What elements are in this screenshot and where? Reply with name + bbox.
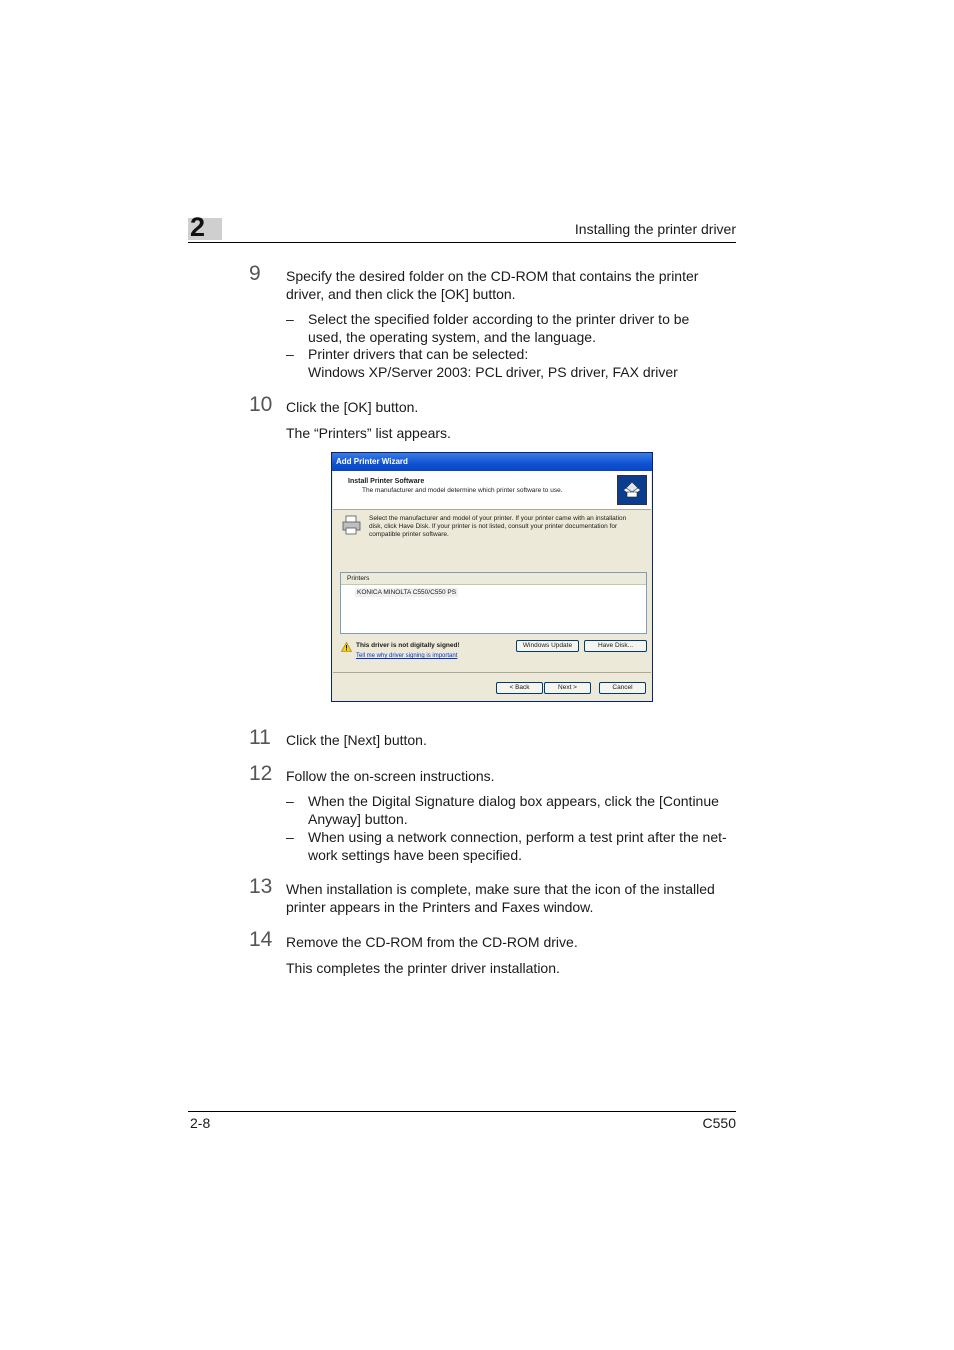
- dialog-header-subtitle: The manufacturer and model determine which printer software to use.: [362, 487, 563, 494]
- footer-rule: [188, 1111, 736, 1112]
- bullet-dash: –: [286, 311, 294, 327]
- printers-list-header[interactable]: Printers: [341, 573, 646, 585]
- bullet-dash: –: [286, 346, 294, 362]
- step-number-9: 9: [249, 262, 261, 285]
- list-item[interactable]: KONICA MINOLTA C550/C550 PS: [357, 589, 457, 596]
- next-button[interactable]: Next >: [544, 682, 591, 694]
- have-disk-button[interactable]: Have Disk...: [584, 640, 647, 652]
- windows-update-button[interactable]: Windows Update: [516, 640, 579, 652]
- add-printer-wizard-dialog: [331, 452, 653, 702]
- step-number-12: 12: [249, 762, 273, 785]
- chapter-number: 2: [190, 212, 206, 242]
- dialog-description: Select the manufacturer and model of your printer. If your printer came with an installation disk, click Have Disk. If your printer is not listed, consult your printer documentation for compatible printer software.: [369, 515, 627, 538]
- step-11-text: Click the [Next] button.: [286, 732, 427, 748]
- printers-list[interactable]: [340, 572, 647, 634]
- dialog-separator: [333, 672, 651, 673]
- bullet-dash: –: [286, 829, 294, 845]
- model-name: C550: [702, 1115, 736, 1131]
- printer-icon: [341, 514, 363, 536]
- driver-signing-link[interactable]: Tell me why driver signing is important: [356, 653, 458, 659]
- unsigned-driver-warning: This driver is not digitally signed!: [356, 642, 460, 649]
- step-12-bullet-1: When the Digital Signature dialog box appears, click the [Continue Anyway] button.: [308, 793, 719, 827]
- page-number: 2-8: [190, 1115, 211, 1131]
- dialog-header: [333, 471, 651, 510]
- step-13-text: When installation is complete, make sure that the icon of the installed printer appears in the Printers and Faxes window.: [286, 881, 715, 915]
- step-9-text: Specify the desired folder on the CD-ROM that contains the printer driver, and then click the [OK] button.: [286, 268, 699, 302]
- step-number-11: 11: [249, 726, 271, 749]
- back-button[interactable]: < Back: [496, 682, 543, 694]
- step-9-bullet-2: Printer drivers that can be selected: Windows XP/Server 2003: PCL driver, PS driver, FAX driver: [308, 346, 678, 380]
- step-14-text: Remove the CD-ROM from the CD-ROM drive.: [286, 934, 578, 950]
- warning-icon: [341, 642, 352, 652]
- cancel-button[interactable]: Cancel: [599, 682, 646, 694]
- step-number-14: 14: [249, 928, 273, 951]
- step-number-10: 10: [249, 393, 273, 416]
- step-14-result: This completes the printer driver installation.: [286, 960, 560, 976]
- step-10-text: Click the [OK] button.: [286, 399, 419, 415]
- header-rule: [188, 242, 736, 243]
- step-12-text: Follow the on-screen instructions.: [286, 768, 495, 784]
- printer-wizard-icon: [617, 475, 647, 505]
- step-9-bullet-1: Select the specified folder according to the printer driver to be used, the operating system, and the language.: [308, 311, 690, 345]
- running-header: Installing the printer driver: [574, 221, 736, 237]
- step-number-13: 13: [249, 875, 273, 898]
- dialog-title-bar: Add Printer Wizard: [332, 453, 652, 471]
- dialog-header-title: Install Printer Software: [348, 478, 425, 485]
- step-12-bullet-2: When using a network connection, perform a test print after the net- work settings have been specified.: [308, 829, 727, 863]
- step-10-result: The “Printers” list appears.: [286, 425, 451, 441]
- bullet-dash: –: [286, 793, 294, 809]
